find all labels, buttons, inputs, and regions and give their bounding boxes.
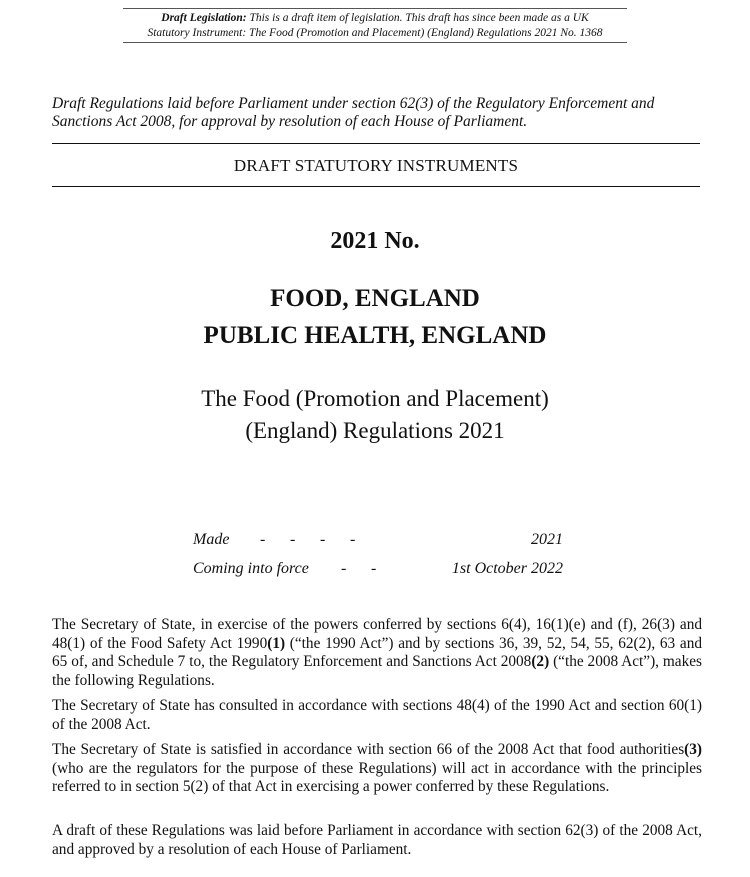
made-date-value: 2021 [531, 531, 563, 548]
preamble-paragraph-3 [52, 741, 702, 797]
leader-dash: - [320, 531, 326, 548]
subject-heading-1: FOOD, ENGLAND [270, 285, 480, 312]
leader-dash: - [350, 531, 356, 548]
coming-into-force-value: 1st October 2022 [451, 560, 563, 577]
footnote-ref-2[interactable]: (2) [531, 653, 550, 670]
title-line-2: (England) Regulations 2021 [245, 418, 505, 443]
leader-dash: - [371, 560, 377, 577]
bottom-rule [52, 186, 700, 187]
preamble-text: The Secretary of State is satisfied in accordance with section 66 of the 2008 Act that food authorities [52, 741, 685, 758]
banner-line-1 [123, 11, 627, 26]
leader-dash: - [260, 531, 266, 548]
footnote-ref-3[interactable]: (3) [684, 741, 702, 758]
preamble-text: (who are the regulators for the purpose of these Regulations) will act in accordance with the principles referred to in section 5(2) of that Act in exercising a power conferred by these Regulations. [52, 759, 702, 795]
preamble-text: The Secretary of State, in exercise of the powers conferred by sections 6(4), 16(1)(e) and (f), 26(3) and 48(1) of the Food Safety Act 1990 [52, 616, 702, 652]
title-line-1: The Food (Promotion and Placement) [201, 386, 549, 411]
subject-heading-2: PUBLIC HEALTH, ENGLAND [203, 322, 547, 349]
laid-before-parliament-note: Draft Regulations laid before Parliament under section 62(3) of the Regulatory Enforcement and Sanctions Act 2008, for approval by resolution of each House of Parliament. [52, 95, 655, 130]
preamble-paragraph-2: The Secretary of State has consulted in accordance with sections 48(4) of the 1990 Act and section 60(1) of the 2008 Act. [52, 697, 702, 733]
instrument-number: 2021 No. [330, 228, 420, 254]
coming-into-force-label: Coming into force [193, 560, 309, 577]
banner-label: Draft Legislation: [161, 12, 247, 24]
top-rule [52, 143, 700, 144]
series-heading: DRAFT STATUTORY INSTRUMENTS [233, 156, 519, 175]
preamble-paragraph-1 [52, 616, 702, 690]
footnote-ref-1[interactable]: (1) [267, 634, 286, 652]
draft-legislation-banner [123, 8, 627, 43]
leader-dash: - [290, 531, 296, 548]
preamble-text: (“the 1990 Act”) and by sections 36, 39, 52, 54, 55, 62(2), 63 and 65 of, and Schedule 7 to, the Regulatory Enforcement and Sanctions Act 2008 [52, 634, 702, 670]
banner-text-1: This is a draft item of legislation. This draft has since been made as a UK [249, 12, 589, 24]
preamble-paragraph-4: A draft of these Regulations was laid before Parliament in accordance with section 62(3) of the 2008 Act, and approved by a resolution of each House of Parliament. [52, 822, 702, 858]
leader-dash: - [341, 560, 347, 577]
banner-line-2: Statutory Instrument: The Food (Promotion and Placement) (England) Regulations 2021 No. 1368 [147, 27, 603, 39]
made-label: Made [193, 531, 230, 548]
preamble-text: (“the 2008 Act”), makes the following Regulations. [52, 653, 702, 689]
